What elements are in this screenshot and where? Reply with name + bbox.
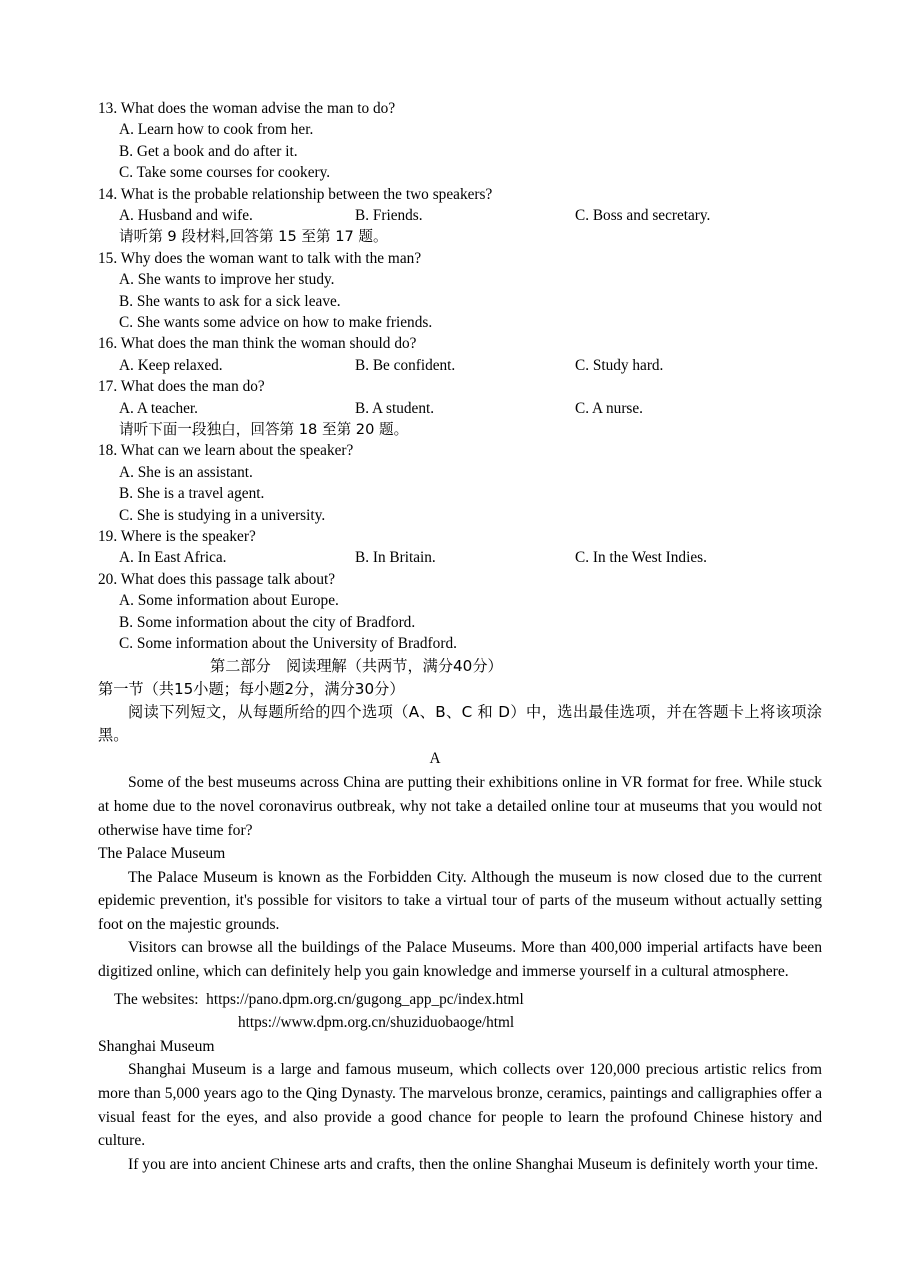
- question-13-option-a[interactable]: A. Learn how to cook from her.: [119, 121, 314, 139]
- question-stem-19: 19. Where is the speaker?: [98, 528, 256, 546]
- question-13-option-b[interactable]: B. Get a book and do after it.: [119, 142, 298, 160]
- question-19-option-c[interactable]: C. In the West Indies.: [575, 549, 707, 567]
- palace-museum-website-line-1: The websites: https://pano.dpm.org.cn/gugong_app_pc/index.html: [114, 990, 524, 1008]
- question-18-option-a[interactable]: A. She is an assistant.: [119, 463, 253, 481]
- question-20-option-b[interactable]: B. Some information about the city of Bradford.: [119, 613, 416, 631]
- question-stem-14: 14. What is the probable relationship between the two speakers?: [98, 185, 493, 203]
- passage-heading-shanghai-museum: Shanghai Museum: [98, 1037, 215, 1055]
- question-16-option-a[interactable]: A. Keep relaxed.: [119, 356, 223, 374]
- listening-instruction-section-9: 请听第 9 段材料,回答第 15 至第 17 题。: [119, 228, 388, 246]
- question-stem-20: 20. What does this passage talk about?: [98, 570, 336, 588]
- part-two-heading: 第二部分 阅读理解（共两节，满分40分）: [210, 656, 503, 675]
- question-stem-13: 13. What does the woman advise the man to do?: [98, 100, 396, 117]
- question-16-options-row: [98, 355, 822, 376]
- listening-instruction-monologue: 请听下面一段独白，回答第 18 至第 20 题。: [119, 421, 409, 439]
- question-14-options-row: [98, 205, 822, 226]
- question-stem-18: 18. What can we learn about the speaker?: [98, 442, 354, 460]
- question-14-option-b[interactable]: B. Friends.: [355, 207, 423, 225]
- question-15-option-c[interactable]: C. She wants some advice on how to make friends.: [119, 314, 433, 332]
- shanghai-museum-paragraph-2: If you are into ancient Chinese arts and crafts, then the online Shanghai Museum is definitely worth your time.: [128, 1155, 819, 1173]
- question-17-options-row: [98, 398, 822, 419]
- question-17-option-a[interactable]: A. A teacher.: [119, 399, 199, 417]
- question-17-option-c[interactable]: C. A nurse.: [575, 399, 643, 417]
- question-15-option-a[interactable]: A. She wants to improve her study.: [119, 271, 335, 289]
- question-14-option-c[interactable]: C. Boss and secretary.: [575, 207, 711, 225]
- page-body: [98, 98, 822, 1176]
- question-14-option-a[interactable]: A. Husband and wife.: [119, 207, 253, 225]
- passage-label-a: A: [429, 750, 441, 768]
- question-19-option-a[interactable]: A. In East Africa.: [119, 549, 227, 567]
- shanghai-museum-paragraph-1: Shanghai Museum is a large and famous museum, which collects over 120,000 precious artistic relics from more than 5,000 years ago to the Qing Dynasty. The marvelous bronze, ceramics, paintings and calligraphies offer a visual feast for the eyes, and also provide a good chance for people to learn the profound Chinese history and culture.: [98, 1061, 822, 1150]
- question-13-option-c[interactable]: C. Take some courses for cookery.: [119, 164, 331, 182]
- question-19-option-b[interactable]: B. In Britain.: [355, 549, 436, 567]
- question-20-option-a[interactable]: A. Some information about Europe.: [119, 592, 339, 610]
- question-19-options-row: [98, 547, 822, 568]
- palace-museum-website-line-2: https://www.dpm.org.cn/shuziduobaoge/html: [238, 1014, 515, 1032]
- question-18-option-c[interactable]: C. She is studying in a university.: [119, 506, 326, 524]
- passage-intro-paragraph: Some of the best museums across China are putting their exhibitions online in VR format for free. While stuck at home due to the novel coronavirus outbreak, why not take a detailed online tour at museums that you would not otherwise have time for?: [98, 774, 822, 839]
- section-one-instruction: 阅读下列短文，从每题所给的四个选项（A、B、C 和 D）中，选出最佳选项，并在答题卡上将该项涂黑。: [98, 702, 822, 744]
- question-stem-17: 17. What does the man do?: [98, 378, 265, 396]
- question-18-option-b[interactable]: B. She is a travel agent.: [119, 485, 265, 503]
- question-stem-16: 16. What does the man think the woman should do?: [98, 335, 417, 353]
- palace-museum-paragraph-2: Visitors can browse all the buildings of the Palace Museums. More than 400,000 imperial artifacts have been digitized online, which can definitely help you gain knowledge and immerse yourself in a cultural atmosphere.: [98, 939, 822, 981]
- question-15-option-b[interactable]: B. She wants to ask for a sick leave.: [119, 292, 341, 310]
- question-stem-15: 15. Why does the woman want to talk with the man?: [98, 249, 422, 267]
- palace-museum-paragraph-1: The Palace Museum is known as the Forbidden City. Although the museum is now closed due to the current epidemic prevention, it's possible for visitors to take a virtual tour of parts of the museum without actually setting foot on the majestic grounds.: [98, 868, 822, 933]
- question-20-option-c[interactable]: C. Some information about the University of Bradford.: [119, 635, 457, 653]
- question-16-option-c[interactable]: C. Study hard.: [575, 356, 664, 374]
- question-17-option-b[interactable]: B. A student.: [355, 399, 435, 417]
- passage-heading-palace-museum: The Palace Museum: [98, 845, 226, 863]
- section-one-heading: 第一节（共15小题；每小题2分，满分30分）: [98, 679, 405, 698]
- question-16-option-b[interactable]: B. Be confident.: [355, 356, 456, 374]
